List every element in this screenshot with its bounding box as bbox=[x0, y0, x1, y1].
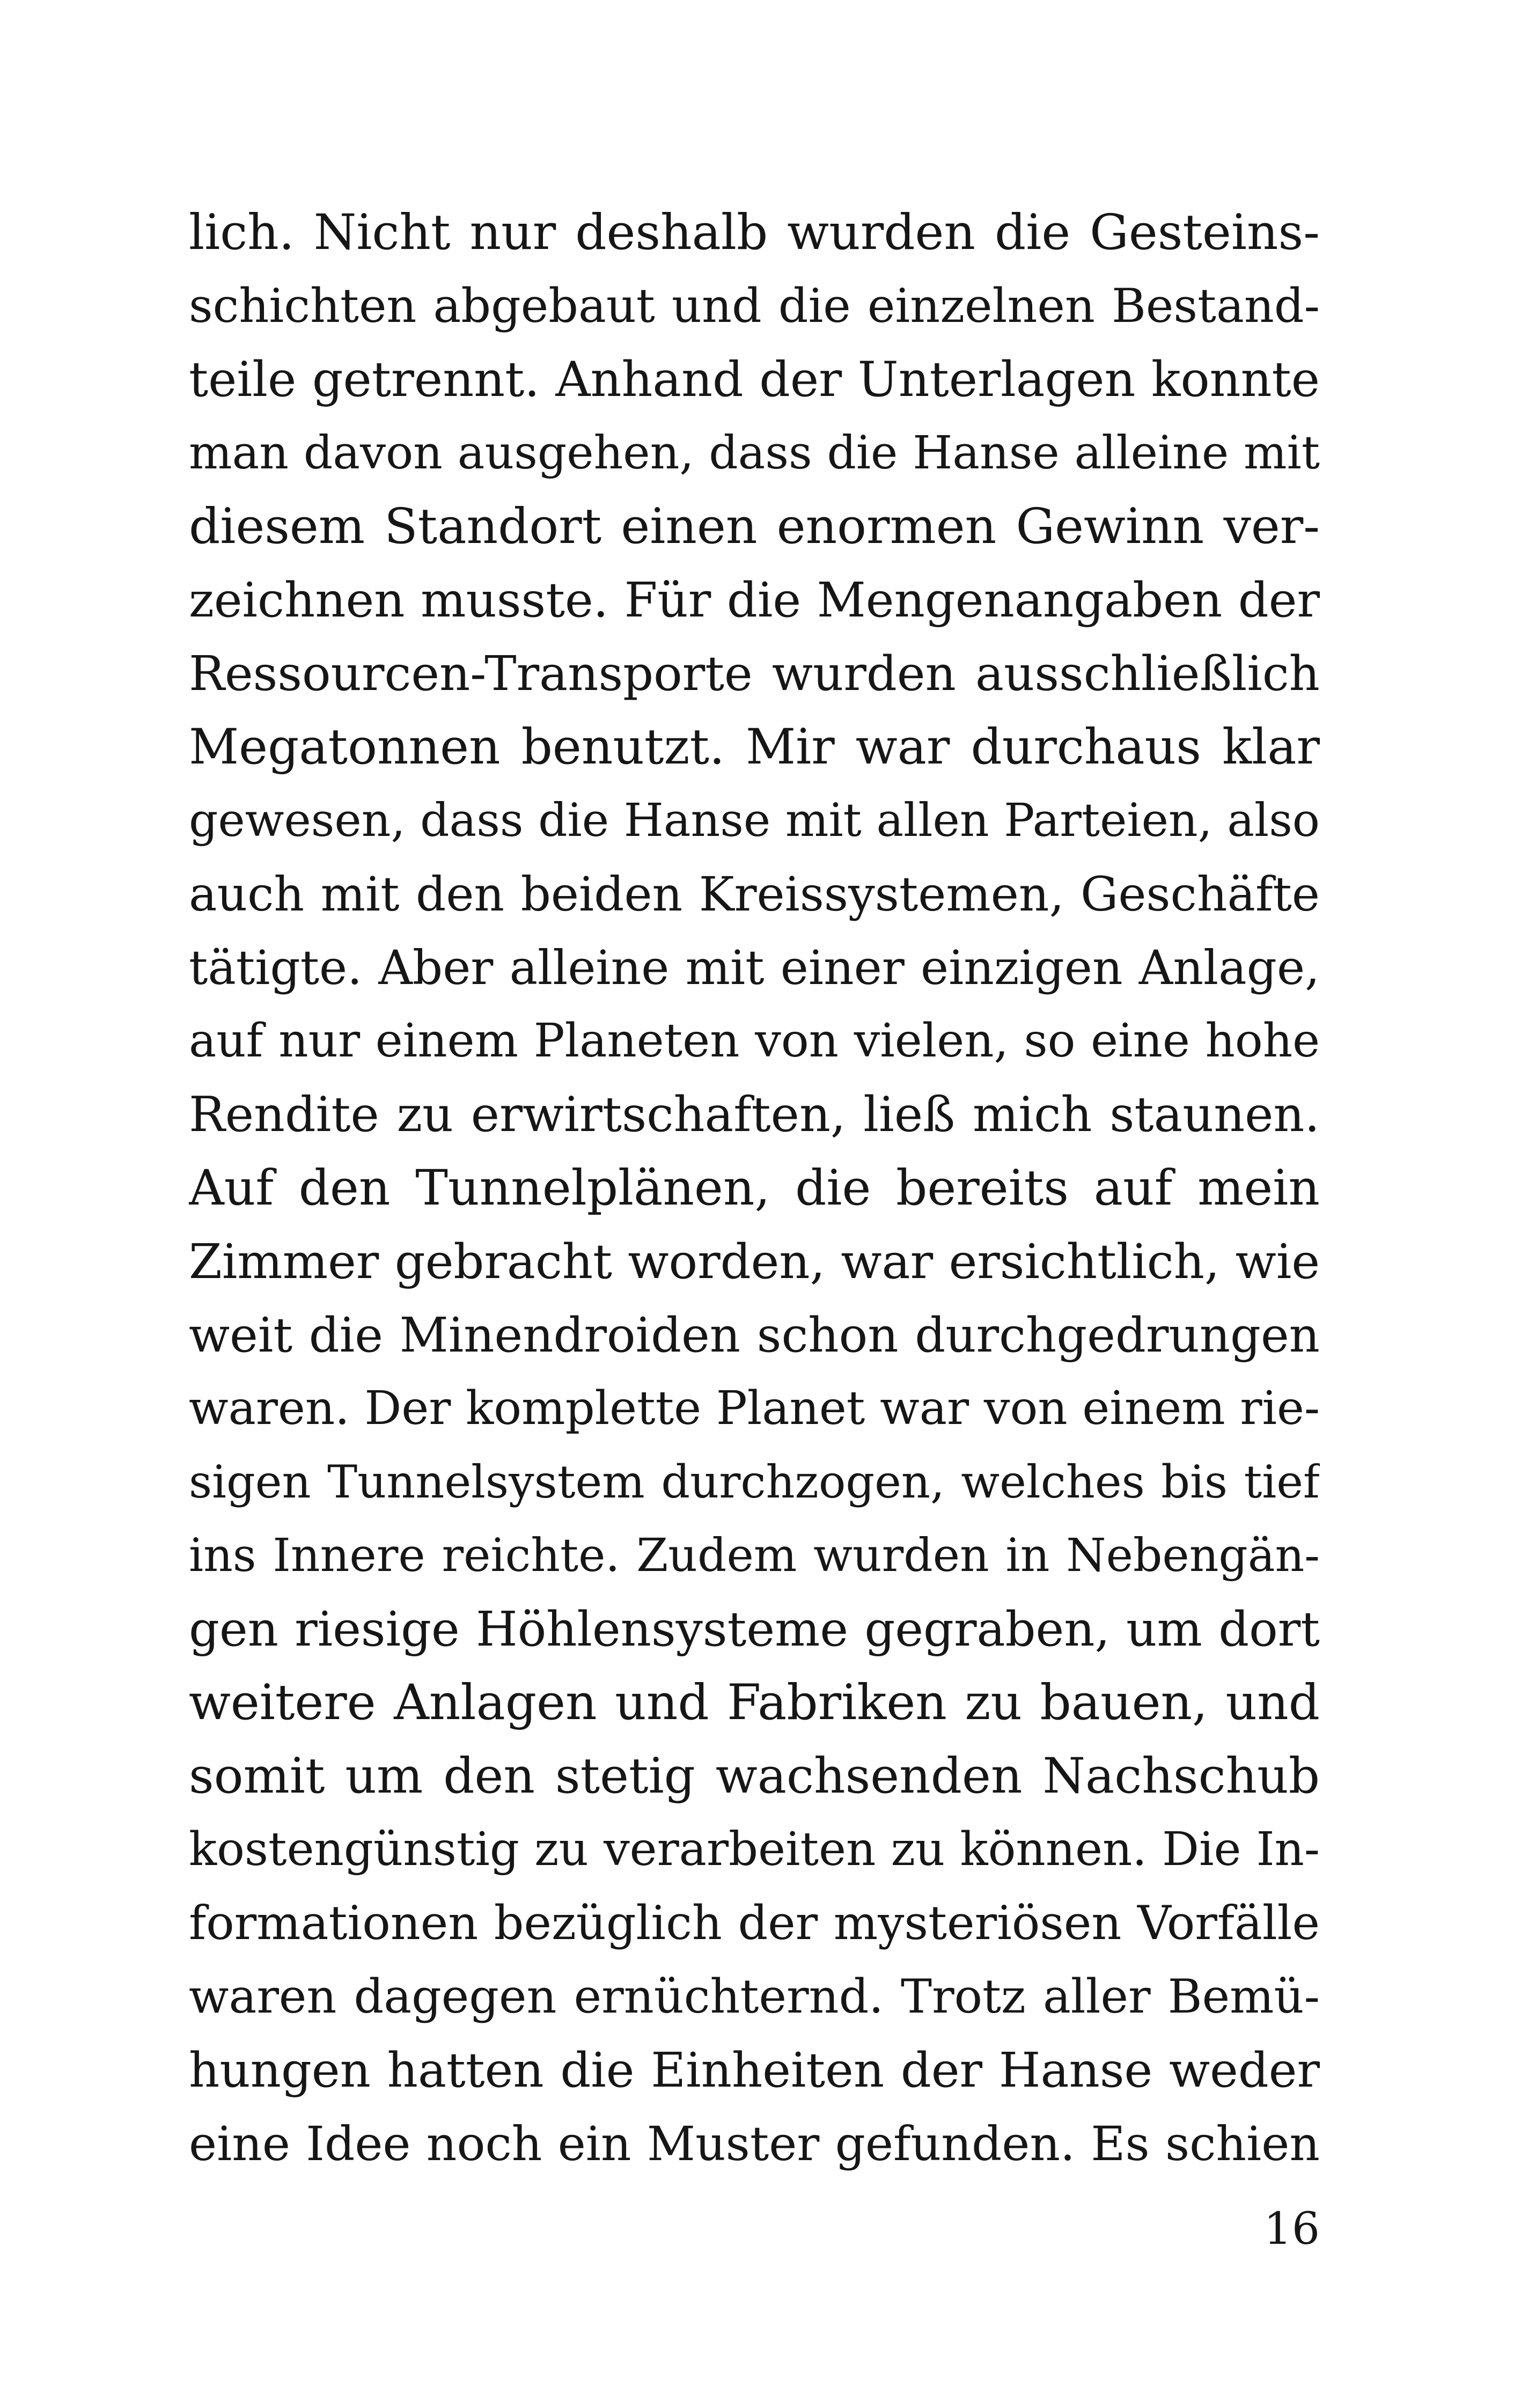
text-line: tätigte. Aber alleine mit einer einzigen Anlage, bbox=[189, 940, 1320, 995]
text-line: diesem Standort einen enormen Gewinn ver- bbox=[189, 498, 1320, 555]
text-line: zeichnen musste. Für die Mengenangaben der bbox=[189, 572, 1320, 628]
text-line: waren dagegen ernüchternd. Trotz aller Bemü- bbox=[189, 1969, 1320, 2024]
text-line: gewesen, dass die Hanse mit allen Parteien, also bbox=[189, 794, 1320, 847]
text-line: formationen bezüglich der mysteriösen Vorfälle bbox=[189, 1896, 1320, 1950]
text-line: Rendite zu erwirtschaften, ließ mich staunen. bbox=[189, 1086, 1320, 1143]
text-line: Zimmer gebracht worden, war ersichtlich, wie bbox=[189, 1234, 1320, 1289]
text-line: auch mit den beiden Kreissystemen, Geschäfte bbox=[189, 867, 1320, 922]
text-line: teile getrennt. Anhand der Unterlagen konnte bbox=[189, 351, 1320, 408]
text-line: man davon ausgehen, dass die Hanse alleine mit bbox=[189, 427, 1320, 480]
text-line: kostengünstig zu verarbeiten zu können. Die In- bbox=[189, 1823, 1320, 1876]
text-line: Megatonnen benutzt. Mir war durchaus klar bbox=[189, 719, 1320, 775]
text-line: ins Innere reichte. Zudem wurden in Nebengän- bbox=[189, 1529, 1320, 1582]
text-line: schichten abgebaut und die einzelnen Bestand- bbox=[189, 278, 1320, 333]
text-line: Auf den Tunnelplänen, die bereits auf mein bbox=[189, 1160, 1320, 1216]
text-line: eine Idee noch ein Muster gefunden. Es schien bbox=[189, 2116, 1320, 2171]
text-line: auf nur einem Planeten von vielen, so eine hohe bbox=[189, 1014, 1320, 1068]
text-line: weit die Minendroiden schon durchgedrungen bbox=[189, 1307, 1320, 1363]
text-line: somit um den stetig wachsenden Nachschub bbox=[189, 1748, 1320, 1804]
page-number: 16 bbox=[1263, 2204, 1320, 2255]
body-text bbox=[189, 196, 1320, 2181]
text-line: weitere Anlagen und Fabriken zu bauen, und bbox=[189, 1675, 1320, 1731]
text-line: waren. Der komplette Planet war von einem rie- bbox=[189, 1382, 1320, 1435]
text-line: sigen Tunnelsystem durchzogen, welches bis tief bbox=[189, 1456, 1320, 1508]
text-line: hungen hatten die Einheiten der Hanse weder bbox=[189, 2042, 1320, 2098]
text-line: lich. Nicht nur deshalb wurden die Gesteins- bbox=[189, 204, 1320, 261]
text-line: Ressourcen-Transporte wurden ausschließlich bbox=[189, 645, 1320, 701]
text-line: gen riesige Höhlensysteme gegraben, um dort bbox=[189, 1601, 1320, 1657]
